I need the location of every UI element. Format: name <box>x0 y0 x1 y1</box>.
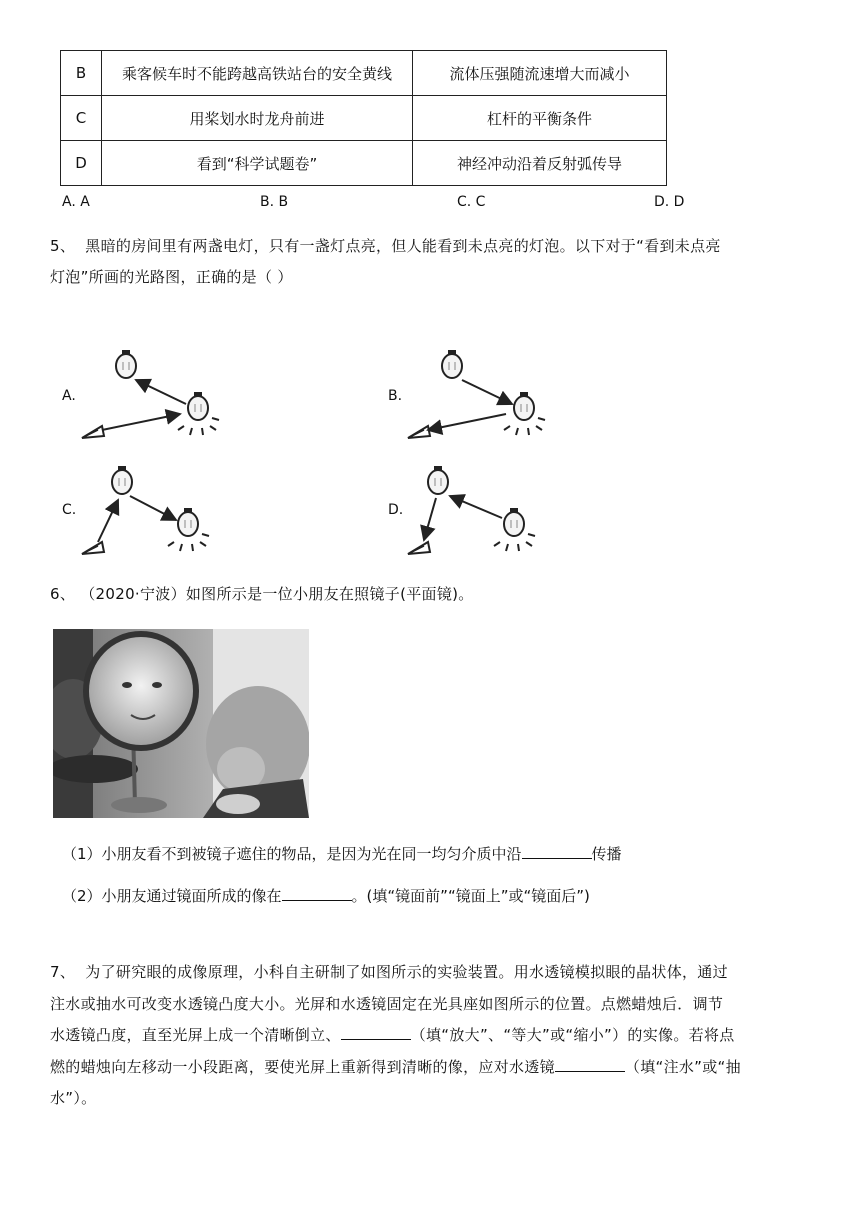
option-label-d: D. <box>388 502 404 518</box>
light-path-diagram-b <box>406 344 551 444</box>
part-2-text: （2）小朋友通过镜面所成的像在 <box>62 887 282 905</box>
lit-bulb-icon <box>168 508 209 551</box>
part-2-suffix: 。(填“镜面前”“镜面上”或“镜面后”) <box>351 887 590 905</box>
question-text-line3: 水透镜凸度，直至光屏上成一个清晰倒立、 <box>50 1026 341 1044</box>
phenomenon-cell: 看到“科学试题卷” <box>102 141 413 186</box>
principle-cell: 杠杆的平衡条件 <box>413 96 667 141</box>
row-key: B <box>61 51 102 96</box>
eye-icon <box>82 426 104 438</box>
phenomenon-cell: 乘客候车时不能跨越高铁站台的安全黄线 <box>102 51 413 96</box>
eye-icon <box>408 542 430 554</box>
question-7 <box>50 957 810 1115</box>
unlit-bulb-icon <box>116 350 136 378</box>
option-label-a: A. <box>62 388 76 404</box>
unlit-bulb-icon <box>112 466 132 494</box>
table-row <box>61 96 667 141</box>
question-6-part-1 <box>62 843 622 864</box>
principle-cell: 流体压强随流速增大而减小 <box>413 51 667 96</box>
unlit-bulb-icon <box>428 466 448 494</box>
part-1-suffix: 传播 <box>591 845 622 863</box>
question-6 <box>50 579 810 610</box>
answer-blank[interactable] <box>522 844 592 859</box>
question-number: 7、 <box>50 963 76 981</box>
light-path-diagram-a <box>80 344 225 444</box>
question-number: 5、 <box>50 237 76 255</box>
answer-table <box>60 50 667 186</box>
question-text-line2: 灯泡”所画的光路图，正确的是（ ） <box>50 268 293 286</box>
question-text-line4: 燃的蜡烛向左移动一小段距离，要使光屏上重新得到清晰的像，应对水透镜 <box>50 1057 555 1076</box>
eye-icon <box>408 426 430 438</box>
child-mirror-photo <box>53 629 309 818</box>
question-text: （2020·宁波）如图所示是一位小朋友在照镜子(平面镜)。 <box>80 585 474 603</box>
answer-blank[interactable] <box>282 886 352 901</box>
question-text-line3-suffix: （填“放大”、“等大”或“缩小”）的实像。若将点 <box>410 1026 735 1044</box>
table-row <box>61 141 667 186</box>
question-text-line1: 黑暗的房间里有两盏电灯，只有一盏灯点亮，但人能看到未点亮的灯泡。以下对于“看到未点亮 <box>85 237 721 255</box>
answer-blank[interactable] <box>341 1025 411 1040</box>
row-key: C <box>61 96 102 141</box>
option-label-c: C. <box>62 502 77 518</box>
option-label-b: B. <box>388 388 403 404</box>
option-a: A. A <box>62 194 90 210</box>
light-path-diagram-c <box>80 458 215 560</box>
principle-cell: 神经冲动沿着反射弧传导 <box>413 141 667 186</box>
question-text-line5: 水”）。 <box>50 1089 97 1107</box>
question-text-line1: 为了研究眼的成像原理，小科自主研制了如图所示的实验装置。用水透镜模拟眼的晶状体，通过 <box>85 963 728 981</box>
eye-icon <box>82 542 104 554</box>
question-text-line2: 注水或抽水可改变水透镜凸度大小。光屏和水透镜固定在光具座如图所示的位置。点燃蜡烛后．调节 <box>50 994 724 1013</box>
question-text-line4-suffix: （填“注水”或“抽 <box>624 1057 741 1076</box>
answer-blank[interactable] <box>555 1057 625 1072</box>
question-number: 6、 <box>50 585 76 603</box>
lit-bulb-icon <box>504 392 545 435</box>
light-path-diagram-d <box>406 458 541 560</box>
lit-bulb-icon <box>494 508 535 551</box>
part-1-text: （1）小朋友看不到被镜子遮住的物品，是因为光在同一均匀介质中沿 <box>62 845 522 863</box>
option-d: D. D <box>654 194 685 210</box>
table-row <box>61 51 667 96</box>
option-b: B. B <box>260 194 289 210</box>
question-6-part-2 <box>62 885 590 906</box>
option-c: C. C <box>457 194 486 210</box>
unlit-bulb-icon <box>442 350 462 378</box>
question-5 <box>50 231 810 293</box>
lit-bulb-icon <box>178 392 219 435</box>
phenomenon-cell: 用桨划水时龙舟前进 <box>102 96 413 141</box>
row-key: D <box>61 141 102 186</box>
